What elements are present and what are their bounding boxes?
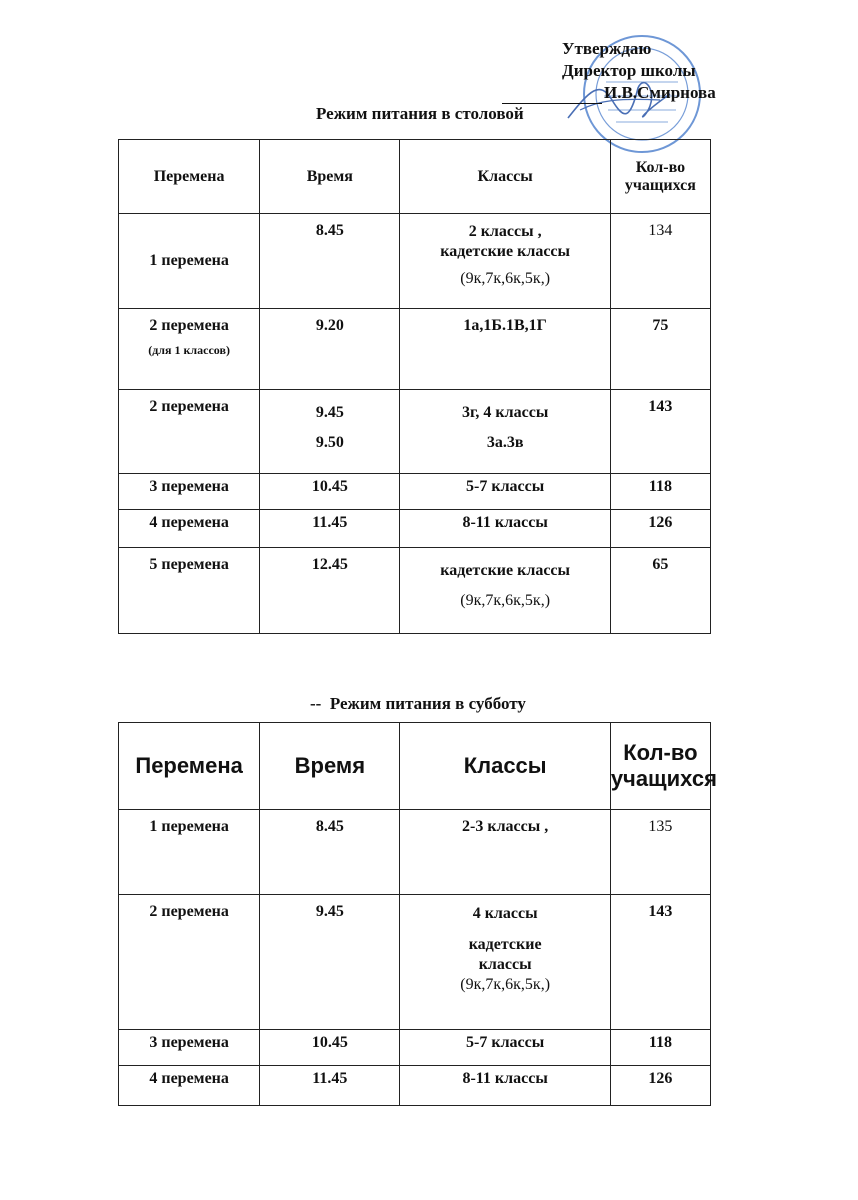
classes-line: 3г, 4 классы [461,404,549,421]
break-cell: 3 перемена [119,1030,260,1066]
break-cell: 4 перемена [119,510,260,548]
table-row [119,1066,711,1106]
classes-line: кадетские классы [440,243,571,260]
classes-cell: 8-11 классы [400,1066,610,1106]
count-cell: 126 [610,510,710,548]
table-row [119,214,711,309]
header-break: Перемена [119,723,260,810]
director-name: И.В.Смирнова [604,83,716,102]
classes-line: классы [478,956,532,973]
approval-line-1: Утверждаю [562,39,652,58]
table-row [119,1030,711,1066]
header-count-line1: Кол-во [635,158,686,176]
table-header-row [119,140,711,214]
count-cell: 135 [610,810,710,895]
count-cell: 65 [610,548,710,634]
classes-line: 4 классы [472,905,538,922]
table-row [119,309,711,390]
classes-cell [400,895,610,1030]
table1-title: Режим питания в столовой [316,104,524,123]
break-cell: 1 перемена [119,214,260,309]
header-count [610,723,717,810]
approval-name-line [502,82,792,104]
time-cell: 10.45 [260,474,400,510]
table-row [119,510,711,548]
header-break: Перемена [119,140,260,214]
time-cell: 10.45 [260,1030,400,1066]
time-cell: 11.45 [260,1066,400,1106]
header-count-line2: учащихся [610,766,717,791]
header-count-line1: Кол-во [623,740,698,765]
approval-block [562,38,852,104]
classes-line: (9к,7к,6к,5к,) [460,270,551,287]
break-label: 2 перемена [149,317,229,334]
header-classes: Классы [400,140,610,214]
header-time: Время [260,140,400,214]
break-cell: 4 перемена [119,1066,260,1106]
break-cell: 3 перемена [119,474,260,510]
classes-cell: 1а,1Б.1В,1Г [400,309,610,390]
break-cell: 1 перемена [119,810,260,895]
classes-cell [400,548,610,634]
classes-line: (9к,7к,6к,5к,) [460,592,551,609]
classes-line: (9к,7к,6к,5к,) [460,976,551,993]
time-cell: 9.45 [260,895,400,1030]
header-count-line2: учащихся [624,176,696,194]
table-row [119,390,711,474]
break-note: (для 1 классов) [148,343,230,357]
table-row [119,810,711,895]
classes-line: 3а.3в [486,434,524,451]
table-row [119,548,711,634]
header-count [610,140,710,214]
count-cell: 126 [610,1066,710,1106]
table-row [119,474,711,510]
header-time: Время [260,723,400,810]
approval-line-2: Директор школы [562,61,696,80]
header-classes: Классы [400,723,610,810]
time-cell: 12.45 [260,548,400,634]
count-cell: 143 [610,390,710,474]
table-row [119,895,711,1030]
time-cell: 8.45 [260,810,400,895]
break-cell: 2 перемена [119,390,260,474]
classes-cell: 8-11 классы [400,510,610,548]
classes-line: кадетские [468,936,542,953]
classes-cell: 5-7 классы [400,474,610,510]
table-header-row [119,723,711,810]
time-line: 9.50 [315,434,344,451]
classes-cell: 5-7 классы [400,1030,610,1066]
break-cell: 5 перемена [119,548,260,634]
classes-line: кадетские классы [440,562,571,579]
time-cell [260,390,400,474]
break-cell [119,309,260,390]
count-cell: 134 [610,214,710,309]
time-line: 9.45 [315,404,344,421]
count-cell: 118 [610,1030,710,1066]
time-cell: 11.45 [260,510,400,548]
count-cell: 143 [610,895,710,1030]
canteen-schedule-table [118,139,711,634]
saturday-schedule-table [118,722,717,1106]
break-cell: 2 перемена [119,895,260,1030]
time-cell: 8.45 [260,214,400,309]
classes-cell [400,390,610,474]
count-cell: 118 [610,474,710,510]
classes-cell: 2-3 классы , [400,810,610,895]
classes-cell [400,214,610,309]
count-cell: 75 [610,309,710,390]
classes-line: 2 классы , [468,223,542,240]
table2-title: -- Режим питания в субботу [310,694,526,713]
time-cell: 9.20 [260,309,400,390]
